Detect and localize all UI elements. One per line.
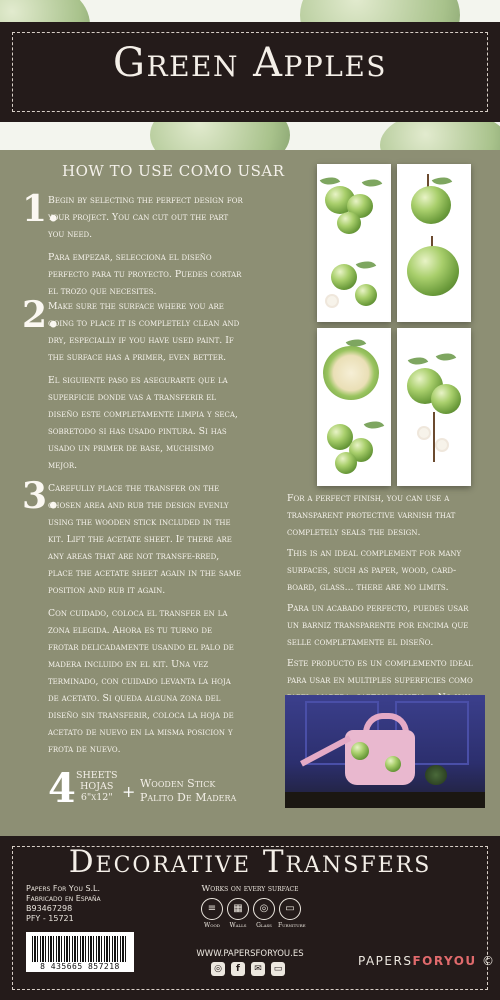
- surface-wood-label: Wood: [204, 922, 220, 929]
- step-number-1: 1.: [22, 188, 60, 230]
- brand-logo: [358, 954, 495, 968]
- transfer-sheet-2: [397, 164, 471, 322]
- step-number-2: 2.: [22, 294, 60, 336]
- howto-heading: HOW TO USE COMO USAR: [62, 162, 285, 180]
- transfer-sheet-1: [317, 164, 391, 322]
- transfer-sheet-4: [397, 328, 471, 486]
- step-3: [48, 480, 243, 764]
- finish-spanish-2: Este producto es un complemento ideal para usar en multiples superficies como: [287, 658, 473, 686]
- step-1: [48, 192, 243, 306]
- step-2: [48, 298, 243, 480]
- wooden-stick-en: Wooden Stick: [140, 777, 216, 790]
- made-in: Fabricado en España: [26, 894, 101, 903]
- step-2-spanish: El siguiente paso es asegurarte que la superficie donde vas a transferir el diseño este completamente limpia y seca, sobretodo si has usado pintura. Si has usado un primer de base, muchisimo mejor.: [48, 375, 238, 471]
- furniture-icon: ▭: [279, 898, 301, 920]
- wood-icon: ≡: [201, 898, 223, 920]
- email-icon[interactable]: ✉: [251, 962, 265, 976]
- surface-glass-label: Glass: [256, 922, 272, 929]
- works-on-surfaces-label: Works on every surface: [201, 884, 299, 894]
- step-3-spanish: Con cuidado, coloca el transfer en la zona elegida. Ahora es tu turno de frotar delicadamente usando el palo de madera incluido en el kit. Una vez terminado, con cuidado levanta la hoja de acetato. Si queda alguna zona del diseño sin transferir, coloca la hoja de acetato de nuevo en la misma posicion y frota de nuevo.: [48, 608, 234, 755]
- web-icon[interactable]: ▭: [271, 962, 285, 976]
- surface-glass: [252, 898, 276, 929]
- sheets-label-en: SHEETS: [76, 770, 118, 781]
- brand-part-3: YOU: [443, 954, 477, 968]
- plus-sign: +: [122, 782, 136, 801]
- step-2-english: Make sure the surface where you are going to place it is completely clean and dry, especially if you have used paint. If the surface has a primer, even better.: [48, 301, 240, 363]
- surface-wood: [200, 898, 224, 929]
- product-title: Green Apples: [113, 40, 387, 86]
- wooden-stick-label: [140, 777, 236, 805]
- sheet-size: 6"x12": [80, 792, 113, 803]
- glass-icon: ◎: [253, 898, 275, 920]
- barcode-digits: 8 435665 857218: [40, 962, 120, 971]
- brand-part-1: PAPERS: [358, 954, 413, 968]
- sheet-labels: [76, 770, 118, 803]
- surface-walls-label: Walls: [229, 922, 247, 929]
- instagram-icon[interactable]: ◎: [211, 962, 225, 976]
- surface-furniture-label: Furniture: [278, 922, 306, 929]
- finish-english-2: This is an ideal complement for many surfaces, such as paper, wood, card-board, glass... there are no limits.: [287, 548, 462, 593]
- sheets-label-es: HOJAS: [80, 781, 114, 792]
- transfer-sheet-3: [317, 328, 391, 486]
- finish-english: For a perfect finish, you can use a transparent protective varnish that completely seals the design.: [287, 493, 456, 538]
- brand-part-2: FOR: [412, 954, 444, 968]
- title-banner: [0, 22, 500, 122]
- wall-icon: ▦: [227, 898, 249, 920]
- company-name: Papers For You S.L.: [26, 884, 101, 893]
- sheet-count: 4: [48, 765, 76, 812]
- finish-instructions: [287, 490, 482, 727]
- step-1-spanish: Para empezar, selecciona el diseño perfecto para tu proyecto. Puedes cortar el trozo que necesites.: [48, 252, 242, 297]
- website-link[interactable]: WWW.PAPERSFORYOU.ES: [196, 949, 304, 959]
- step-number-3: 3.: [22, 475, 60, 517]
- wooden-stick-es: Palito De Madera: [140, 791, 237, 804]
- footer-banner: [0, 836, 500, 1000]
- step-1-english: Begin by selecting the perfect design for your project. You can cut out the part you need.: [48, 195, 243, 240]
- finish-spanish: Para un acabado perfecto, puedes usar un barniz transparente por encima que selle completamente el diseño.: [287, 603, 469, 648]
- step-3-english: Carefully place the transfer on the chosen area and rub the design evenly using the wooden stick included in the kit. Lift the acetate sheet. If there are any areas that are not transfe-rred, place the acetate sheet again in the same position and rub it again.: [48, 483, 241, 596]
- tax-id: B93467298: [26, 904, 73, 913]
- facebook-icon[interactable]: f: [231, 962, 245, 976]
- surface-icons: [200, 898, 304, 938]
- product-code: PFY - 15721: [26, 914, 74, 923]
- watering-can-photo: [285, 695, 485, 808]
- social-links: [211, 962, 291, 978]
- surface-walls: [226, 898, 250, 929]
- surface-furniture: [278, 898, 306, 929]
- brand-copyright-mark: ©: [481, 954, 496, 968]
- footer-title: Decorative Transfers: [68, 844, 432, 880]
